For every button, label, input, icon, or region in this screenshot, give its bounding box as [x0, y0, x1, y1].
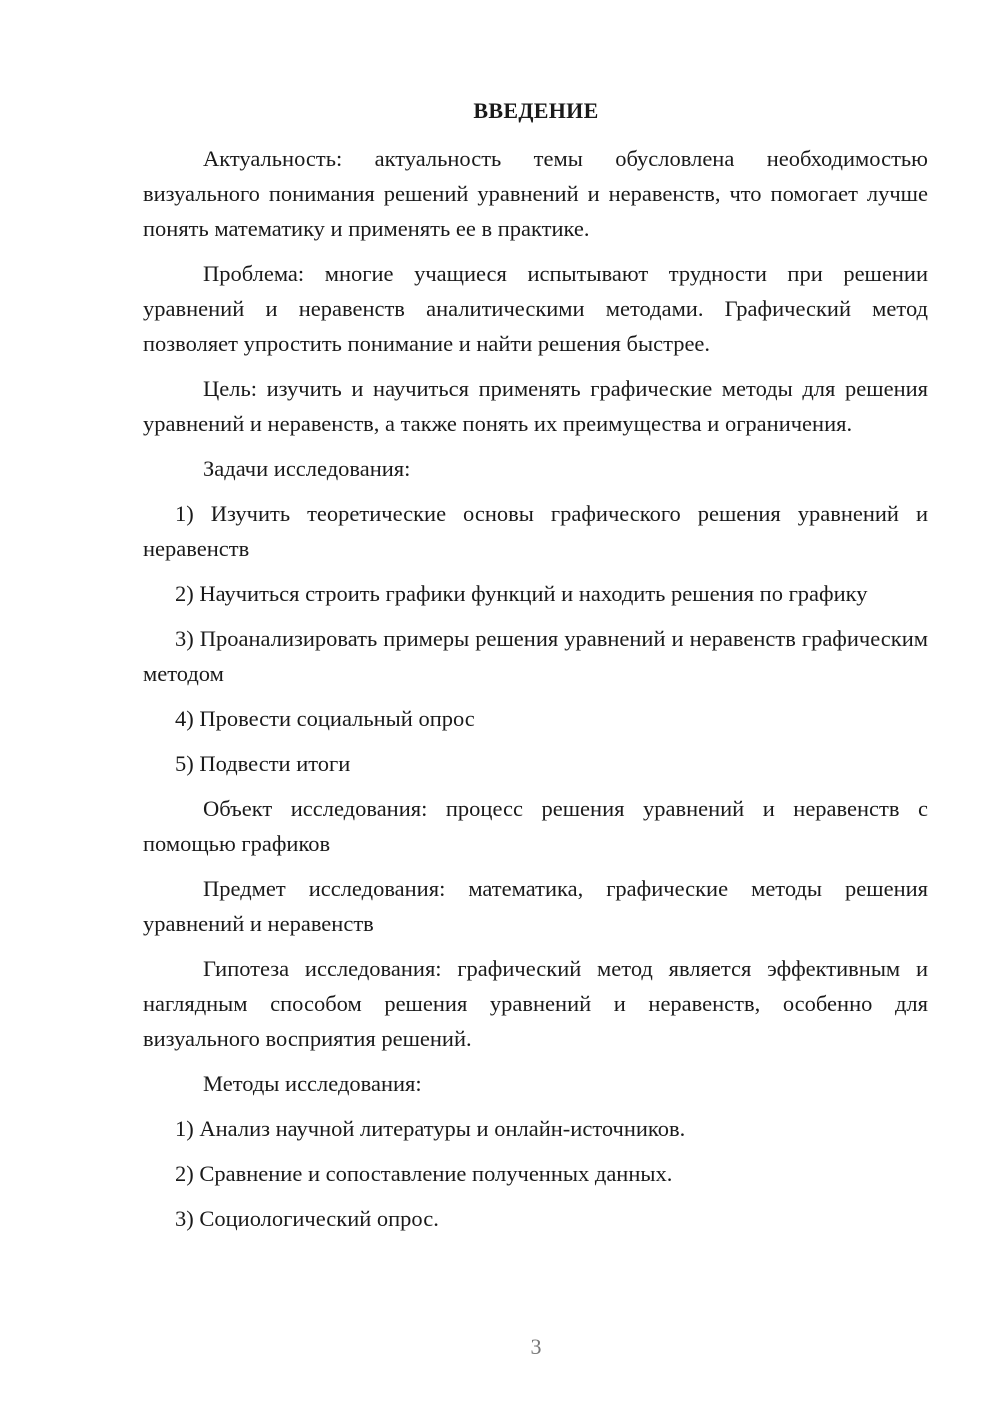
task-item-3: 3) Проанализировать примеры решения уравнений и неравенств графическим методом	[143, 626, 928, 686]
method-item-3: 3) Социологический опрос.	[175, 1206, 439, 1231]
method-item-2: 2) Сравнение и сопоставление полученных данных.	[175, 1161, 673, 1186]
page-number: 3	[530, 1334, 542, 1359]
section-heading: ВВЕДЕНИЕ	[473, 98, 599, 123]
relevance-paragraph: Актуальность: актуальность темы обусловлена необходимостью визуального понимания решений уравнений и неравенств, что помогает лучше понять математику и применять ее в практике.	[143, 146, 928, 241]
tasks-heading: Задачи исследования:	[203, 456, 411, 481]
task-item-4: 4) Провести социальный опрос	[175, 706, 475, 731]
subject-paragraph: Предмет исследования: математика, графические методы решения уравнений и неравенств	[143, 876, 928, 936]
task-item-5: 5) Подвести итоги	[175, 751, 351, 776]
hypothesis-paragraph: Гипотеза исследования: графический метод является эффективным и наглядным способом решения уравнений и неравенств, особенно для визуального восприятия решений.	[143, 956, 928, 1051]
goal-paragraph: Цель: изучить и научиться применять графические методы для решения уравнений и неравенств, а также понять их преимущества и ограничения.	[143, 376, 928, 436]
object-paragraph: Объект исследования: процесс решения уравнений и неравенств с помощью графиков	[143, 796, 928, 856]
task-item-1: 1) Изучить теоретические основы графического решения уравнений и неравенств	[143, 501, 928, 561]
methods-heading: Методы исследования:	[203, 1071, 422, 1096]
document-body	[143, 141, 928, 1246]
method-item-1: 1) Анализ научной литературы и онлайн-источников.	[175, 1116, 686, 1141]
problem-paragraph: Проблема: многие учащиеся испытывают трудности при решении уравнений и неравенств аналитическими методами. Графический метод позволяет упростить понимание и найти решения быстрее.	[143, 261, 928, 356]
task-item-2: 2) Научиться строить графики функций и находить решения по графику	[175, 581, 868, 606]
